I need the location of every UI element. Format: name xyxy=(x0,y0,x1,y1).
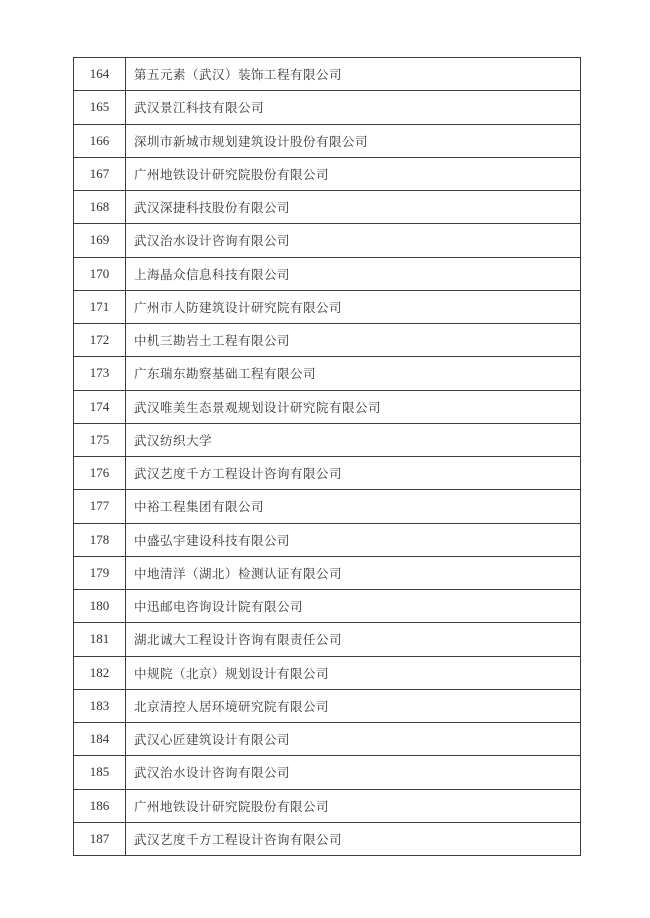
table-row xyxy=(74,590,581,623)
row-number-cell: 179 xyxy=(74,556,126,589)
table-row xyxy=(74,257,581,290)
company-name-cell: 中迅邮电咨询设计院有限公司 xyxy=(126,590,581,623)
company-name-cell: 武汉纺织大学 xyxy=(126,423,581,456)
company-list-body xyxy=(74,58,581,856)
company-name-cell: 中裕工程集团有限公司 xyxy=(126,490,581,523)
table-row xyxy=(74,224,581,257)
row-number-cell: 170 xyxy=(74,257,126,290)
table-row xyxy=(74,689,581,722)
row-number-cell: 185 xyxy=(74,756,126,789)
table-row xyxy=(74,822,581,855)
table-row xyxy=(74,756,581,789)
table-row xyxy=(74,290,581,323)
table-row xyxy=(74,523,581,556)
company-name-cell: 中盛弘宇建设科技有限公司 xyxy=(126,523,581,556)
company-name-cell: 武汉艺度千方工程设计咨询有限公司 xyxy=(126,457,581,490)
company-name-cell: 广州市人防建筑设计研究院有限公司 xyxy=(126,290,581,323)
row-number-cell: 176 xyxy=(74,457,126,490)
row-number-cell: 171 xyxy=(74,290,126,323)
row-number-cell: 175 xyxy=(74,423,126,456)
company-name-cell: 武汉唯美生态景观规划设计研究院有限公司 xyxy=(126,390,581,423)
row-number-cell: 181 xyxy=(74,623,126,656)
company-name-cell: 中机三勘岩土工程有限公司 xyxy=(126,324,581,357)
row-number-cell: 167 xyxy=(74,157,126,190)
table-row xyxy=(74,324,581,357)
table-row xyxy=(74,91,581,124)
company-name-cell: 武汉深捷科技股份有限公司 xyxy=(126,191,581,224)
row-number-cell: 180 xyxy=(74,590,126,623)
company-name-cell: 武汉景江科技有限公司 xyxy=(126,91,581,124)
company-name-cell: 上海晶众信息科技有限公司 xyxy=(126,257,581,290)
row-number-cell: 184 xyxy=(74,723,126,756)
company-name-cell: 广州地铁设计研究院股份有限公司 xyxy=(126,157,581,190)
table-row xyxy=(74,457,581,490)
table-row xyxy=(74,58,581,91)
row-number-cell: 187 xyxy=(74,822,126,855)
company-list-table xyxy=(73,57,581,856)
row-number-cell: 186 xyxy=(74,789,126,822)
company-name-cell: 中地清洋（湖北）检测认证有限公司 xyxy=(126,556,581,589)
row-number-cell: 182 xyxy=(74,656,126,689)
row-number-cell: 165 xyxy=(74,91,126,124)
table-row xyxy=(74,357,581,390)
row-number-cell: 166 xyxy=(74,124,126,157)
table-row xyxy=(74,723,581,756)
company-name-cell: 广州地铁设计研究院股份有限公司 xyxy=(126,789,581,822)
company-name-cell: 北京清控人居环境研究院有限公司 xyxy=(126,689,581,722)
row-number-cell: 174 xyxy=(74,390,126,423)
row-number-cell: 183 xyxy=(74,689,126,722)
row-number-cell: 172 xyxy=(74,324,126,357)
row-number-cell: 177 xyxy=(74,490,126,523)
table-row xyxy=(74,191,581,224)
table-row xyxy=(74,490,581,523)
row-number-cell: 168 xyxy=(74,191,126,224)
company-name-cell: 第五元素（武汉）装饰工程有限公司 xyxy=(126,58,581,91)
company-name-cell: 广东瑞东勘察基础工程有限公司 xyxy=(126,357,581,390)
table-row xyxy=(74,157,581,190)
table-row xyxy=(74,789,581,822)
row-number-cell: 173 xyxy=(74,357,126,390)
company-name-cell: 武汉艺度千方工程设计咨询有限公司 xyxy=(126,822,581,855)
company-name-cell: 武汉心匠建筑设计有限公司 xyxy=(126,723,581,756)
row-number-cell: 164 xyxy=(74,58,126,91)
table-row xyxy=(74,423,581,456)
company-name-cell: 深圳市新城市规划建筑设计股份有限公司 xyxy=(126,124,581,157)
company-name-cell: 中规院（北京）规划设计有限公司 xyxy=(126,656,581,689)
table-row xyxy=(74,656,581,689)
row-number-cell: 169 xyxy=(74,224,126,257)
table-row xyxy=(74,623,581,656)
company-name-cell: 湖北诚大工程设计咨询有限责任公司 xyxy=(126,623,581,656)
table-row xyxy=(74,556,581,589)
table-row xyxy=(74,390,581,423)
company-name-cell: 武汉治水设计咨询有限公司 xyxy=(126,224,581,257)
row-number-cell: 178 xyxy=(74,523,126,556)
company-name-cell: 武汉治水设计咨询有限公司 xyxy=(126,756,581,789)
table-row xyxy=(74,124,581,157)
